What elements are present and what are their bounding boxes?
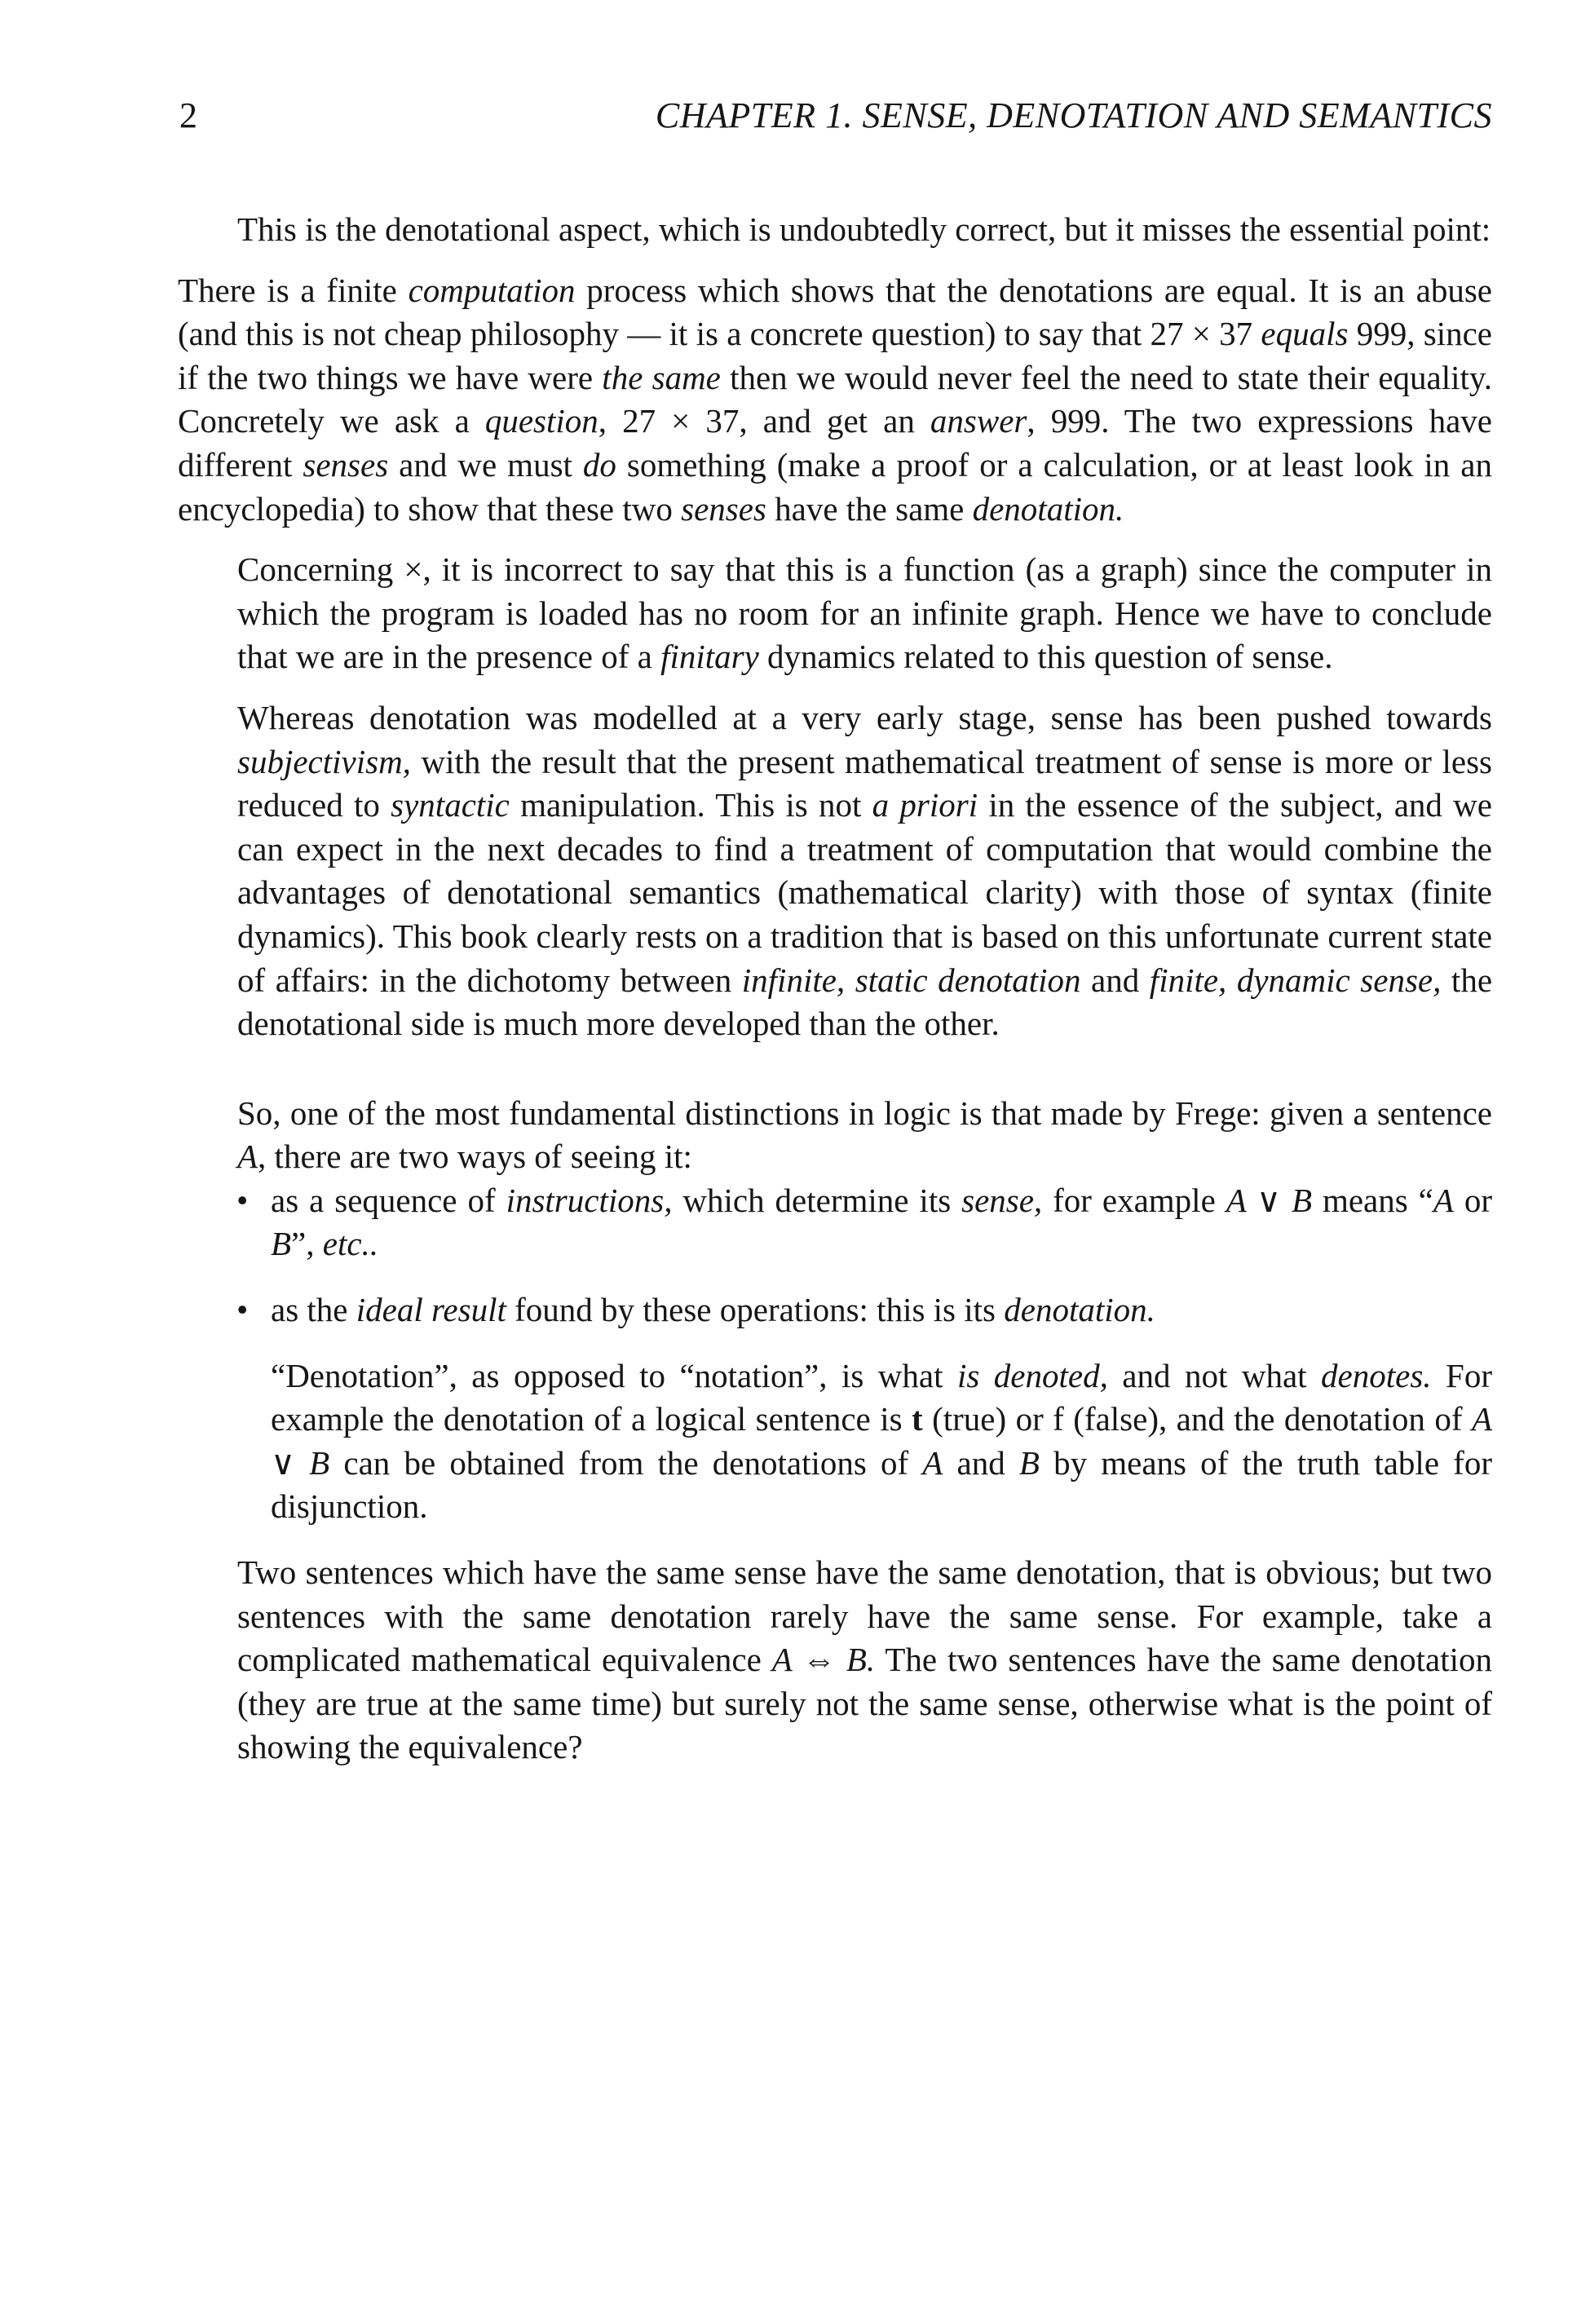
page-header (179, 91, 1492, 140)
text-block (178, 208, 1492, 1770)
paragraph-same-sense: Two sentences which have the same sense have the same denotation, that is obvious; but two sentences with the same denotation rarely have the same sense. For example, take a complicated mathematical equivalence A ⇔ B. The two sentences have the same denotation (they are true at the same time) but surely not the same sense, otherwise what is the point of showing the equivalence? (237, 1553, 1492, 1766)
paragraph-denotation-definition: “Denotation”, as opposed to “notation”, is what is denoted, and not what denotes. For example the denotation of a logical sentence is t (true) or f (false), and the denotation of A ∨ B can be obtained from the denotations of A and B by means of the truth table for disjunction. (271, 1356, 1492, 1526)
paragraph-finite-computation: There is a finite computation process which shows that the denotations are equal. It is an abuse (and this is not cheap philosophy — it is a concrete question) to say that 27 × 37 equals 999, since if the two things we have were the same then we would never feel the need to state their equality. Concretely we ask a question, 27 × 37, and get an answer, 999. The two expressions have different senses and we must do something (make a proof or a calculation, or at least look in an encyclopedia) to show that these two senses have the same denotation. (178, 271, 1493, 528)
paragraph-concerning-times: Concerning ×, it is incorrect to say that this is a function (as a graph) since the computer in which the program is loaded has no room for an infinite graph. Hence we have to conclude that we are in the presence of a finitary dynamics related to this question of sense. (237, 550, 1492, 676)
list-item: • as a sequence of instructions, which determine its sense, for example A ∨ B means “A or B”, etc.. (178, 1179, 1492, 1266)
list-item: • as the ideal result found by these operations: this is its denotation. (178, 1288, 1492, 1332)
bullet-icon: • (236, 1291, 249, 1329)
paragraph-denotational-aspect: This is the denotational aspect, which is undoubtedly correct, but it misses the essential point: (237, 210, 1491, 248)
bullet-list (178, 1179, 1492, 1332)
page-number: 2 (179, 95, 197, 135)
paragraph-frege-distinction: So, one of the most fundamental distinctions in logic is that made by Frege: given a sentence A, there are two ways of seeing it: (237, 1094, 1492, 1176)
bullet-icon: • (236, 1181, 249, 1219)
running-head: CHAPTER 1. SENSE, DENOTATION AND SEMANTICS (655, 95, 1492, 135)
paragraph-whereas-denotation: Whereas denotation was modelled at a very early stage, sense has been pushed towards subjectivism, with the result that the present mathematical treatment of sense is more or less reduced to syntactic manipulation. This is not a priori in the essence of the subject, and we can expect in the next decades to find a treatment of computation that would combine the advantages of denotational semantics (mathematical clarity) with those of syntax (finite dynamics). This book clearly rests on a tradition that is based on this unfortunate current state of affairs: in the dichotomy between infinite, static denotation and finite, dynamic sense, the denotational side is much more developed than the other. (237, 698, 1493, 1043)
